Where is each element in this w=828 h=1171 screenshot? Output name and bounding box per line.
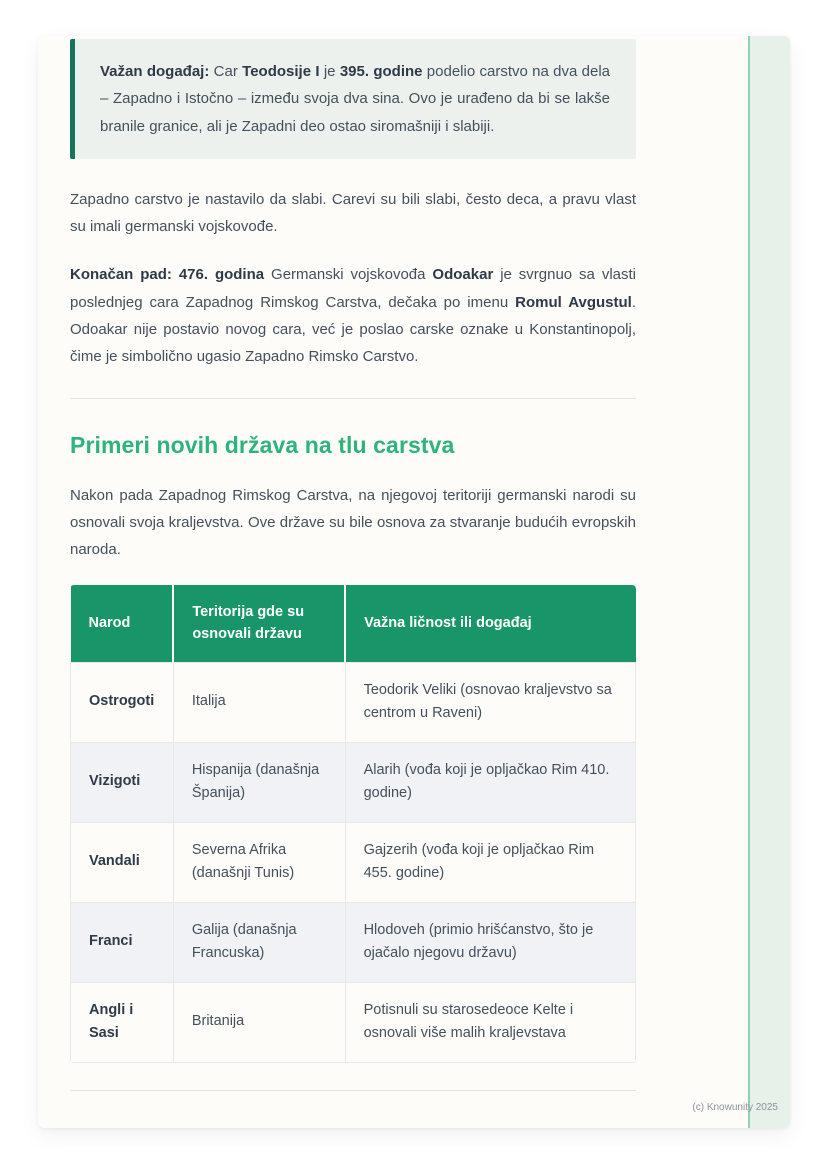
callout-text: Važan događaj: Car Teodosije I je 395. godine podelio carstvo na dva dela – Zapadno i Istočno – između svoja dva sina. Ovo je urađeno da bi se lakše branile granice, ali je Zapadni deo ostao siromašniji i slabiji.	[100, 63, 610, 135]
nation-cell: Vizigoti	[71, 742, 174, 822]
paragraph-new-states-intro: Nakon pada Zapadnog Rimskog Carstva, na njegovoj teritoriji germanski narodi su osnovali svoja kraljevstva. Ove države su bile osnova za stvaranje budućih evropskih naroda.	[70, 486, 636, 559]
nation-cell: Franci	[71, 902, 174, 982]
document-content	[70, 39, 636, 1091]
section-heading: Primeri novih država na tlu carstva	[70, 431, 455, 458]
document-page	[38, 36, 790, 1128]
table-row	[71, 822, 636, 902]
copyright-text: (c) Knowunity 2025	[692, 1102, 778, 1113]
important-event-callout	[70, 39, 636, 159]
kingdoms-table	[70, 585, 636, 1063]
nation-cell: Ostrogoti	[71, 662, 174, 742]
kingdoms-table-wrapper	[70, 585, 636, 1063]
column-header: Važna ličnost ili događaj	[345, 585, 635, 662]
page-edge-band	[748, 36, 790, 1128]
table-row	[71, 662, 636, 742]
column-header: Narod	[71, 585, 174, 662]
table-row	[71, 982, 636, 1062]
territory-cell: Galija (današnja Francuska)	[173, 902, 345, 982]
nation-cell: Angli i Sasi	[71, 982, 174, 1062]
notable-person-cell: Potisnuli su starosedeoce Kelte i osnovali više malih kraljevstava	[345, 982, 635, 1062]
paragraph-western-decline: Zapadno carstvo je nastavilo da slabi. Carevi su bili slabi, često deca, a pravu vlast su imali germanski vojskovođe.	[70, 190, 636, 236]
nation-cell: Vandali	[71, 822, 174, 902]
territory-cell: Italija	[173, 662, 345, 742]
territory-cell: Severna Afrika (današnji Tunis)	[173, 822, 345, 902]
territory-cell: Britanija	[173, 982, 345, 1062]
table-row	[71, 742, 636, 822]
notable-person-cell: Alarih (vođa koji je opljačkao Rim 410. godine)	[345, 742, 635, 822]
territory-cell: Hispanija (današnja Španija)	[173, 742, 345, 822]
divider-bottom	[70, 1090, 636, 1091]
notable-person-cell: Teodorik Veliki (osnovao kraljevstvo sa centrom u Raveni)	[345, 662, 635, 742]
divider-top	[70, 398, 636, 399]
table-body	[71, 662, 636, 1062]
notable-person-cell: Gajzerih (vođa koji je opljačkao Rim 455. godine)	[345, 822, 635, 902]
notable-person-cell: Hlodoveh (primio hrišćanstvo, što je ojačalo njegovu državu)	[345, 902, 635, 982]
column-header: Teritorija gde su osnovali državu	[173, 585, 345, 662]
table-header-row	[71, 585, 636, 662]
paragraph-final-fall: Konačan pad: 476. godina Germanski vojskovođa Odoakar je svrgnuo sa vlasti poslednjeg cara Zapadnog Rimskog Carstva, dečaka po imenu Romul Avgustul. Odoakar nije postavio novog cara, već je poslao carske oznake u Konstantinopolj, čime je simbolično ugasio Zapadno Rimsko Carstvo.	[70, 266, 636, 366]
table-row	[71, 902, 636, 982]
